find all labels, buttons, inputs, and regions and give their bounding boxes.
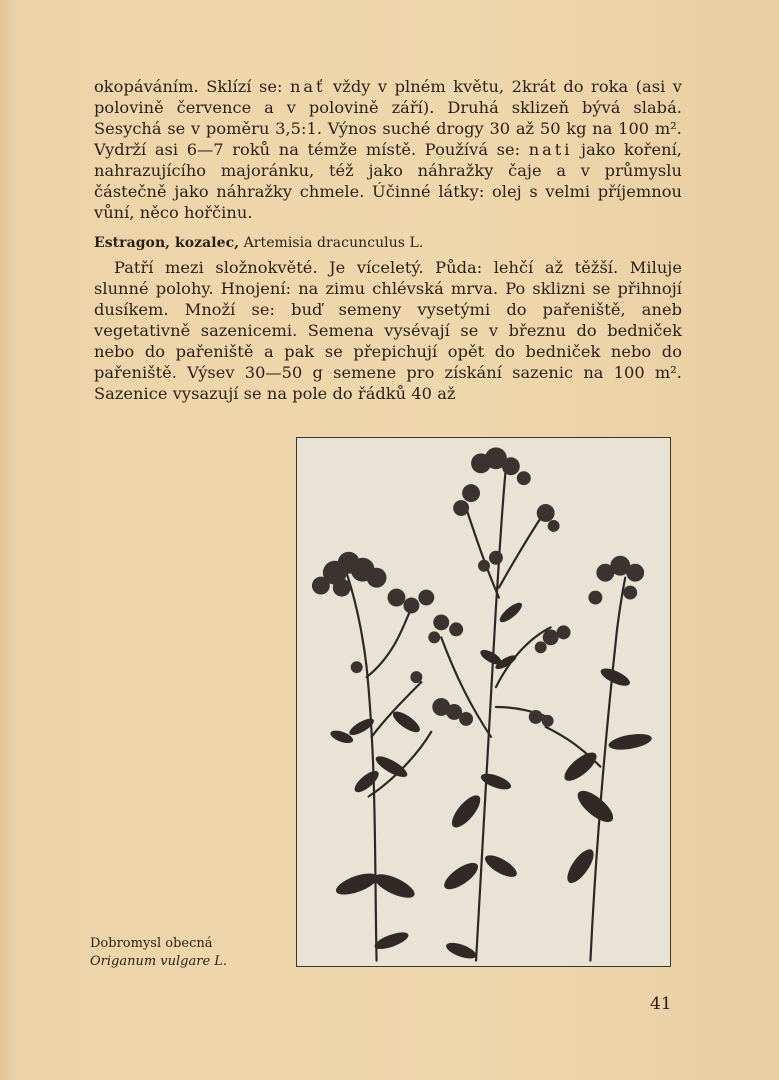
figure-caption xyxy=(90,935,290,971)
origanum-illustration xyxy=(297,438,670,966)
heading-latin-name: Artemisia dracunculus L. xyxy=(239,235,424,251)
page-number: 41 xyxy=(650,994,672,1014)
body-text xyxy=(94,76,682,404)
caption-latin-name: Origanum vulgare L. xyxy=(90,954,228,969)
section-heading-estragon xyxy=(94,233,682,253)
p1-emphasis-nat: nať xyxy=(289,77,326,96)
p1-segment: okopáváním. Sklízí se: xyxy=(94,77,290,96)
p1-emphasis-nati: nati xyxy=(528,140,573,159)
p1-segment: jako koření, nahrazujícího majoránku, též jako náhražky čaje a v průmyslu částečně jako náhražky chmele. Účinné látky: olej s velmi příjemnou vůní, něco hořčinu. xyxy=(94,140,682,222)
plant-photograph xyxy=(296,437,671,967)
p1-segment: vždy v plném květu, 2krát do roka (asi v polovině července a v polovině září). Druhá sklizeň bývá slabá. Sesychá se v poměru 3,5:1. Výnos suché drogy 30 až 50 kg na 100 m². Vydrží asi 6—7 roků na témže místě. Používá se: xyxy=(94,77,683,159)
caption-common-name: Dobromysl obecná xyxy=(90,936,213,951)
paragraph-estragon: Patří mezi složnokvěté. Je víceletý. Půda: lehčí až těžší. Miluje slunné polohy. Hnojení: na zimu chlévská mrva. Po sklizni se přihnojí dusíkem. Množí se: buď semeny vysetými do pařeniště, aneb vegetativně sazenicemi. Semena vysévají se v březnu do bedniček nebo do pařeniště a pak se přepichují opět do bedniček nebo do pařeniště. Výsev 30—50 g semene pro získání sazenic na 100 m². Sazenice vysazují se na pole do řádků 40 až xyxy=(94,258,682,403)
paragraph-origanum-cultivation xyxy=(94,76,682,223)
heading-common-name: Estragon, kozalec, xyxy=(94,235,240,251)
